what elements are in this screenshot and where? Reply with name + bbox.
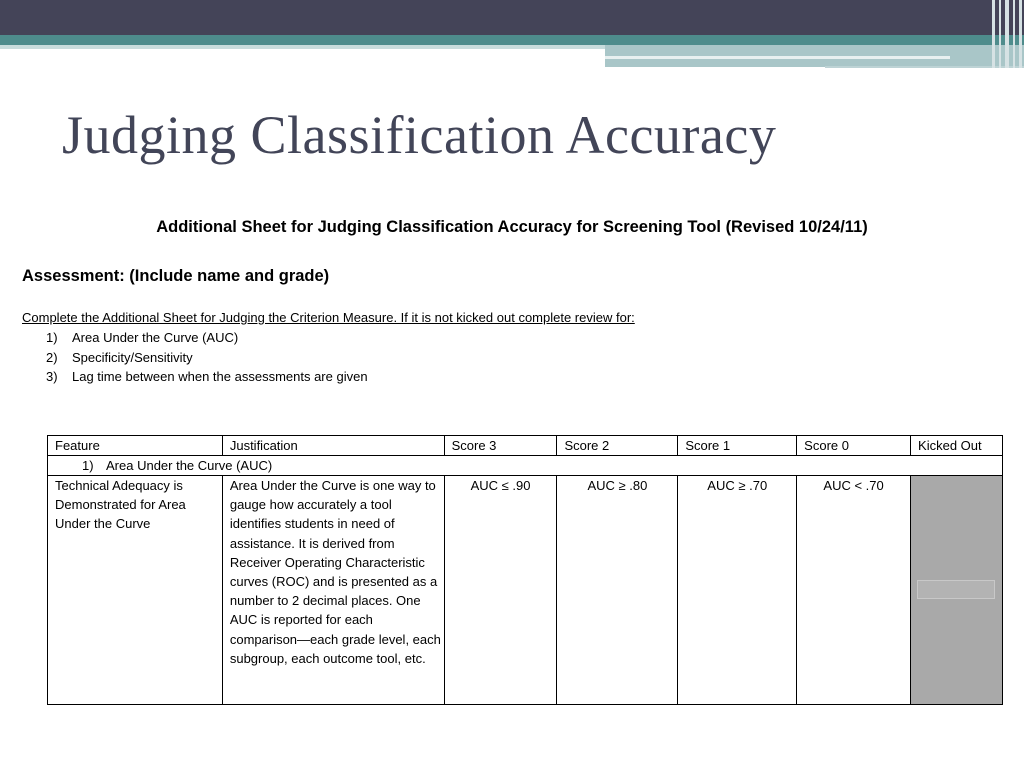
step-text: Specificity/Sensitivity xyxy=(72,349,193,365)
table-header-row xyxy=(48,436,1003,456)
instruction-text: Complete the Additional Sheet for Judging the Criterion Measure. If it is not kicked out complete review for: xyxy=(22,310,635,325)
column-header-justification: Justification xyxy=(222,436,444,456)
criteria-table xyxy=(47,435,1003,705)
list-item xyxy=(46,328,368,348)
justification-cell: Area Under the Curve is one way to gauge how accurately a tool identifies students in need of assistance. It is derived from Receiver Operating Characteristic curves (ROC) and is presented as a number to 2 decimal places. One AUC is reported for each comparison—each grade level, each subgroup, each outcome tool, etc. xyxy=(222,476,444,705)
step-text: Lag time between when the assessments are given xyxy=(72,369,368,384)
sheet-subtitle: Additional Sheet for Judging Classification Accuracy for Screening Tool (Revised 10/24/11) xyxy=(156,218,868,236)
kicked-out-cell xyxy=(911,476,1003,705)
column-header-score-2: Score 2 xyxy=(557,436,678,456)
score-2-cell: AUC ≥ .80 xyxy=(557,476,678,705)
column-header-score-3: Score 3 xyxy=(444,436,557,456)
list-item xyxy=(46,367,368,387)
column-header-score-0: Score 0 xyxy=(797,436,911,456)
column-header-feature: Feature xyxy=(48,436,223,456)
score-0-cell: AUC < .70 xyxy=(797,476,911,705)
section-heading xyxy=(48,456,1003,476)
column-header-score-1: Score 1 xyxy=(678,436,797,456)
slide-title: Judging Classification Accuracy xyxy=(62,105,777,165)
step-text: Area Under the Curve (AUC) xyxy=(72,330,239,345)
kicked-out-box xyxy=(917,580,995,599)
score-1-cell: AUC ≥ .70 xyxy=(678,476,797,705)
section-label: Area Under the Curve (AUC) xyxy=(106,458,273,473)
column-header-kicked-out: Kicked Out xyxy=(911,436,1003,456)
header-accent-line xyxy=(605,56,950,59)
assessment-label: Assessment: (Include name and grade) xyxy=(22,267,330,285)
header-corner-stripes xyxy=(990,0,1024,68)
step-number: 1) xyxy=(46,330,58,345)
header-band-dark xyxy=(0,0,1024,35)
table-row xyxy=(48,476,1003,705)
header-band-teal xyxy=(0,35,1024,45)
section-number: 1) xyxy=(82,458,94,473)
table-section-row xyxy=(48,456,1003,476)
step-number: 2) xyxy=(46,349,58,365)
review-steps-list xyxy=(46,328,368,387)
score-3-cell: AUC ≤ .90 xyxy=(444,476,557,705)
list-item xyxy=(46,348,368,368)
feature-cell: Technical Adequacy is Demonstrated for Area Under the Curve xyxy=(48,476,223,705)
step-number: 3) xyxy=(46,369,58,384)
